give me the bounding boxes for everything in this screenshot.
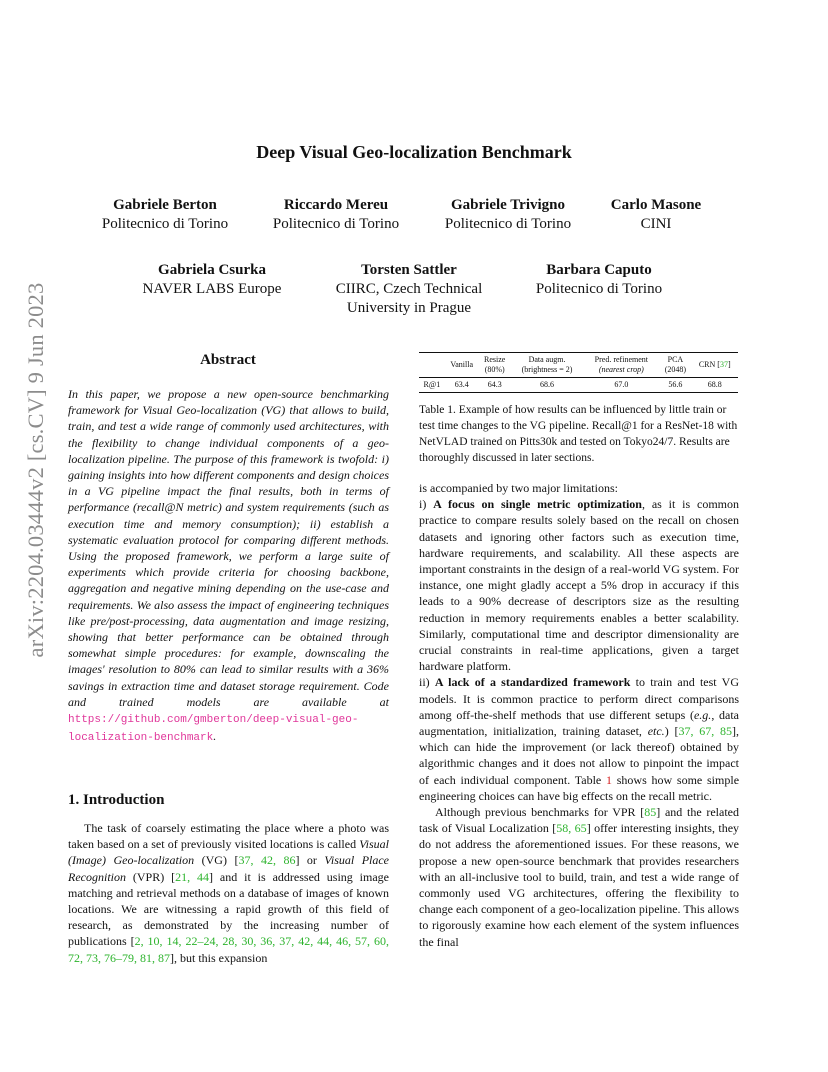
citation[interactable]: 58, 65 (556, 821, 587, 836)
text-run: (VG) [ (194, 853, 239, 868)
table-cell: 64.3 (487, 380, 502, 389)
table-header-cell: Pred. refinement (nearest crop) (594, 355, 648, 374)
results-table (419, 352, 738, 393)
text-run: (VPR) [ (125, 869, 176, 884)
table-cell: 67.0 (614, 380, 629, 389)
abstract-text: In this paper, we propose a new open-source benchmarking framework for Visual Geo-localization (VG) that allows to build, train, and test a wide range of commonly used architectures, with the flexibility to change individual components of a geo-localization pipeline. The purpose of this framework is twofold: i) gaining insights into how different components and design choices in a VG pipeline impact the final results, both in terms of performance (recall@N metric) and system requirements (such as execution time and memory consumption); ii) establish a systematic evaluation protocol for comparing different methods. Using the proposed framework, we perform a large suite of experiments which provide criteria for choosing backbone, aggregation and negative mining depending on the use-case and requirements. We also assess the impact of engineering techniques like pre/post-processing, data augmentation and image resizing, showing that better performance can be obtained through somewhat simple procedures: for example, downscaling the images' resolution to 80% can lead to similar results with a 36% savings in extraction time and dataset storage requirement. Code and trained models are available at (68, 387, 389, 709)
table-caption: Table 1. Example of how results can be influenced by little train or test time changes to the VG pipeline. Recall@1 for a ResNet-18 with NetVLAD trained on Pitts30k and tested on Tokyo24/7. Results are thoroughly discussed in later sections. (419, 404, 738, 464)
table-header-cell: PCA (2048) (664, 355, 687, 374)
table-cell: 68.6 (540, 380, 554, 389)
text-run: The task of coarsely estimating the place where a photo was taken based on a set of previously visited locations is called (68, 821, 389, 852)
text-run: ], but this expansion (170, 950, 268, 965)
table-reference[interactable]: 1 (606, 772, 612, 787)
author-name: Torsten Sattler (361, 262, 457, 278)
citation[interactable]: 2, 10, 14, 22–24, 28, 30, 36, 37, 42, 44, 46, 57, 60, 72, 73, 76–79, 81, 87 (68, 934, 390, 965)
author-block (428, 196, 588, 234)
table-header-row (419, 353, 738, 378)
arxiv-stamp: arXiv:2204.03444v2 [cs.CV] 9 Jun 2023 (23, 282, 48, 658)
author-name: Carlo Masone (610, 197, 702, 213)
author-block (519, 261, 679, 299)
table-cell: 63.4 (454, 380, 469, 389)
paragraph: Although previous benchmarks for VPR [85] and the related task of Visual Localization [58, 65] offer interesting insights, they do not address the aforementioned issues. For these reasons, we propose a new open-source benchmark that provides researchers with an all-inclusive tool to build, train, and test a wide range of commonly used VG architectures, offering the flexibility to change each component of a geo-localization pipeline. This allows to rigorously examine how each element of the system influences the final (419, 805, 740, 949)
author-affiliation: NAVER LABS Europe (142, 281, 282, 297)
author-name: Gabriela Csurka (158, 262, 266, 278)
table-cell: 56.6 (668, 380, 683, 389)
paragraph: i) A focus on single metric optimization, as it is common practice to compare results solely based on the recall on chosen datasets and ignoring other factors such as execution time, hardware requirements, and scalability. All these aspects are important constraints in the design of a real-world VG system. For instance, one might gladly accept a 5% drop in accuracy if this leads to a 90% decrease of descriptors size as the resulting reduction in memory requirements enables a better scalability. Similarly, computational time and descriptor dimensionality are crucial constraints in real-time applications, given a target hardware platform. (419, 497, 739, 674)
author-affiliation: Politecnico di Torino (535, 281, 663, 297)
table-row (419, 378, 738, 393)
term-vpr: Visual Place Recognition (68, 853, 390, 884)
section-heading: 1. Introduction (68, 792, 165, 808)
author-affiliation: CINI (640, 216, 672, 232)
text-run: ] or (295, 853, 325, 868)
right-column-text (419, 480, 739, 950)
abstract-body (68, 386, 389, 746)
code-link[interactable]: https://github.com/gmberton/deep-visual-geo-localization-benchmark (68, 714, 359, 745)
table-cell: 68.8 (707, 380, 722, 389)
table-header-cell: Vanilla (450, 360, 474, 369)
table-header-cell: Data augm. (brightness = 2) (521, 355, 573, 374)
author-name: Gabriele Berton (113, 197, 217, 213)
author-name: Barbara Caputo (546, 262, 652, 278)
author-affiliation: Politecnico di Torino (101, 216, 229, 232)
table-header-cell (419, 353, 445, 378)
intro-paragraph (68, 820, 389, 966)
abstract-heading: Abstract (200, 352, 256, 368)
term-vg: Visual (Image) Geo-localization (68, 837, 389, 868)
author-affiliation: Politecnico di Torino (444, 216, 572, 232)
author-affiliation: Politecnico di Torino (272, 216, 400, 232)
citation[interactable]: 37, 67, 85 (678, 724, 732, 739)
table-header-cell: CRN [37] (698, 360, 731, 369)
paper-title: Deep Visual Geo-localization Benchmark (256, 142, 572, 162)
citation[interactable]: 21, 44 (175, 869, 210, 884)
author-block (256, 196, 416, 234)
paragraph: ii) A lack of a standardized framework to train and test VG models. It is common practice to perform direct comparisons among off-the-shelf methods that use different setups (e.g., data augmentation, initialization, training dataset, etc.) [37, 67, 85], which can hide the improvement (or lack thereof) obtained by algorithmic changes and it does not allow to pinpoint the impact of each individual component. Table 1 shows how some simple engineering choices can have big effects on the recall metric. (419, 675, 740, 803)
author-name: Riccardo Mereu (283, 197, 389, 213)
author-affiliation: CIIRC, Czech Technical University in Prague (335, 281, 483, 316)
author-name: Gabriele Trivigno (450, 197, 566, 213)
author-block (85, 196, 245, 234)
text-run: ] and it is addressed using image matching and retrieval methods on a database of images of known locations. We are witnessing a rapid growth of this field of research, as demonstrated by the increasing number of publications [ (68, 869, 390, 949)
citation[interactable]: 85 (644, 805, 657, 820)
author-block (132, 261, 292, 299)
abstract-end: . (213, 729, 217, 744)
citation[interactable]: 37, 42, 86 (238, 853, 296, 868)
paragraph: is accompanied by two major limitations: (419, 481, 618, 495)
author-block (324, 261, 494, 318)
author-block (596, 196, 716, 234)
table-row-label: R@1 (423, 380, 441, 389)
table-header-cell: Resize (80%) (484, 355, 506, 374)
